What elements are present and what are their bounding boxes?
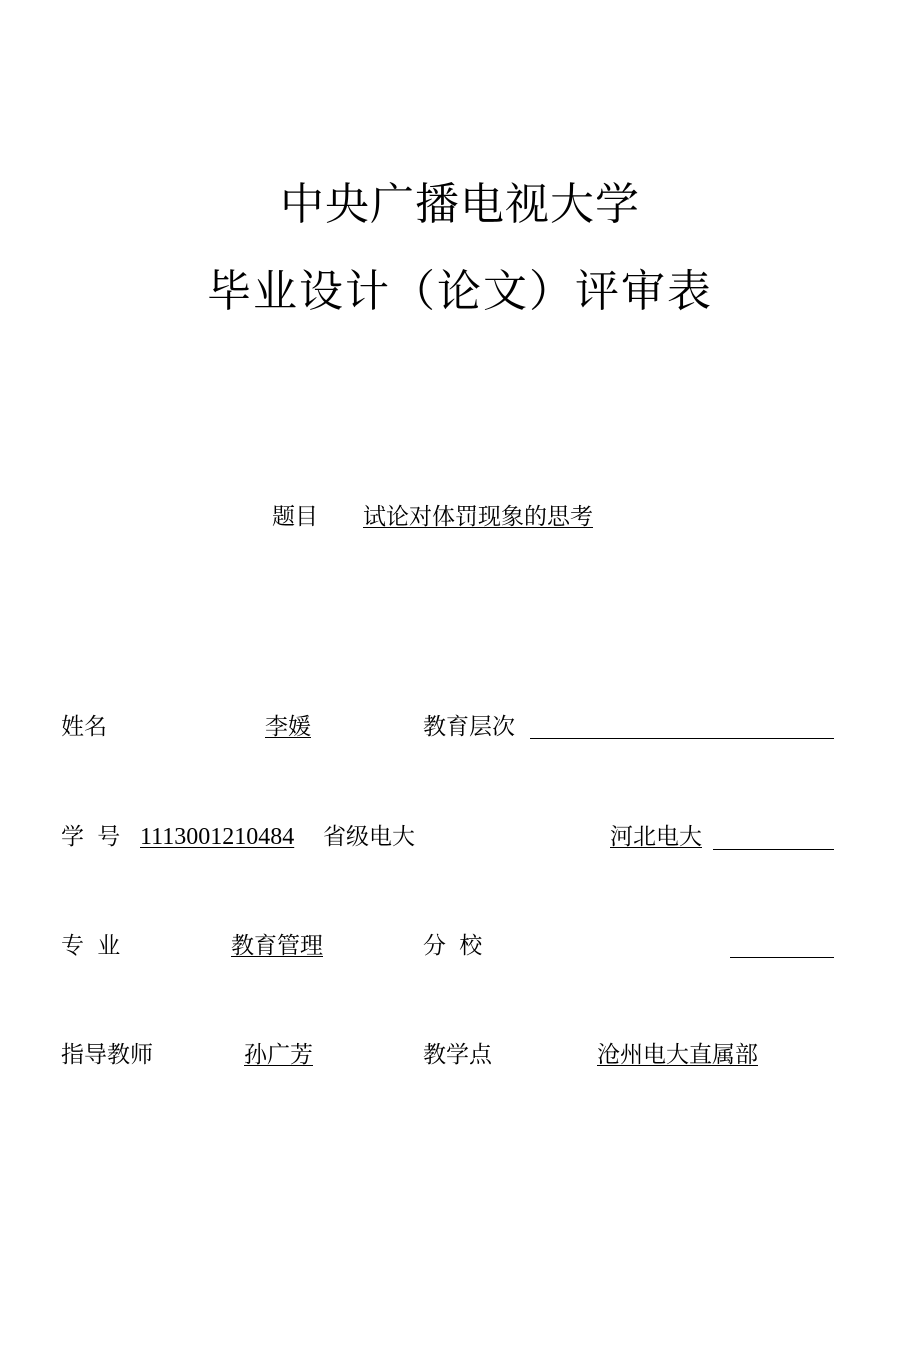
name-label: 姓名 <box>61 714 107 740</box>
teaching-point-label: 教学点 <box>423 1042 492 1068</box>
teaching-point-value: 沧州电大直属部 <box>597 1042 758 1068</box>
student-id-value: 1113001210484 <box>140 824 295 850</box>
education-level-label: 教育层次 <box>423 714 515 740</box>
university-title: 中央广播电视大学 <box>280 179 640 230</box>
education-level-blank <box>530 738 834 739</box>
provincial-blank <box>713 849 834 850</box>
major-label: 专 业 <box>61 933 121 959</box>
topic-value: 试论对体罚现象的思考 <box>363 504 593 530</box>
major-value: 教育管理 <box>231 933 323 959</box>
provincial-value: 河北电大 <box>610 824 702 850</box>
provincial-label: 省级电大 <box>323 824 415 850</box>
branch-blank <box>730 957 834 958</box>
advisor-label: 指导教师 <box>61 1042 153 1068</box>
form-title: 毕业设计（论文）评审表 <box>207 266 713 317</box>
branch-label: 分 校 <box>423 933 483 959</box>
topic-label: 题目 <box>272 504 318 530</box>
student-id-label: 学 号 <box>61 824 121 850</box>
advisor-value: 孙广芳 <box>244 1042 313 1068</box>
name-value: 李媛 <box>265 714 311 740</box>
